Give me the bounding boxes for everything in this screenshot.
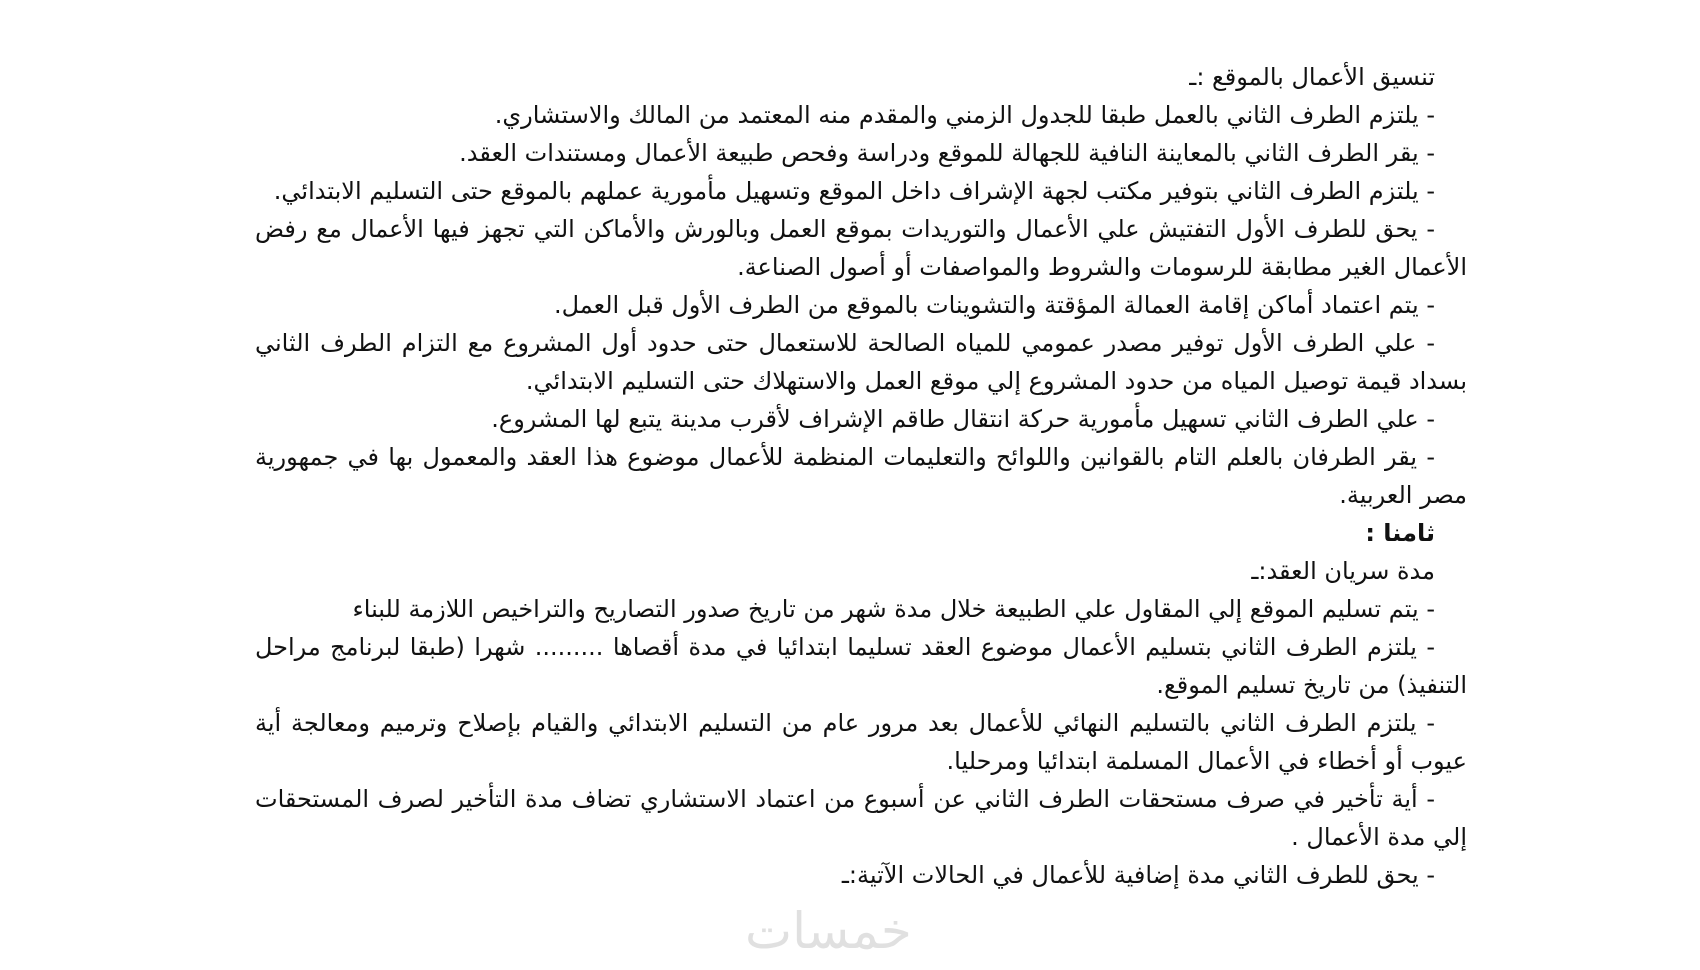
clause-item: - يتم اعتماد أماكن إقامة العمالة المؤقتة والتشوينات بالموقع من الطرف الأول قبل العمل. (553, 291, 1435, 319)
clause-item: - يلتزم الطرف الثاني بالعمل طبقا للجدول الزمني والمقدم منه المعتمد من المالك والاستشاري. (494, 101, 1435, 129)
clause-item: - يحق للطرف الثاني مدة إضافية للأعمال في الحالات الآتية:ـ (841, 861, 1435, 889)
section-heading-site-coordination: تنسيق الأعمال بالموقع :ـ (1189, 63, 1435, 91)
clause-item: - يقر الطرف الثاني بالمعاينة النافية للجهالة للموقع ودراسة وفحص طبيعة الأعمال ومستندات العقد. (459, 139, 1435, 167)
section-number-title: ثامنا : (1365, 519, 1435, 547)
clause-item: - علي الطرف الثاني تسهيل مأمورية حركة انتقال طاقم الإشراف لأقرب مدينة يتبع لها المشروع. (491, 405, 1435, 433)
document-body (255, 58, 1467, 894)
clause-item: - يقر الطرفان بالعلم التام بالقوانين واللوائح والتعليمات المنظمة للأعمال موضوع هذا العقد والمعمول بها في جمهورية مصر العربية. (255, 443, 1467, 509)
clause-item: - يحق للطرف الأول التفتيش علي الأعمال والتوريدات بموقع العمل وبالورش والأماكن التي تجهز فيها الأعمال مع رفض الأعمال الغير مطابقة للرسومات والشروط والمواصفات أو أصول الصناعة. (255, 215, 1467, 281)
clause-item: - يلتزم الطرف الثاني بتسليم الأعمال موضوع العقد تسليما ابتدائيا في مدة أقصاها ......... شهرا (طبقا لبرنامج مراحل التنفيذ) من تاريخ تسليم الموقع. (255, 633, 1467, 699)
clause-item: - علي الطرف الأول توفير مصدر عمومي للمياه الصالحة للاستعمال حتى حدود أول المشروع مع التزام الطرف الثاني بسداد قيمة توصيل المياه من حدود المشروع إلي موقع العمل والاستهلاك حتى التسليم الابتدائي. (255, 329, 1467, 395)
watermark-logo: خمسات (745, 902, 912, 960)
clause-item: - يلتزم الطرف الثاني بالتسليم النهائي للأعمال بعد مرور عام من التسليم الابتدائي والقيام بإصلاح وترميم ومعالجة أية عيوب أو أخطاء في الأعمال المسلمة ابتدائيا ومرحليا. (255, 709, 1467, 775)
clause-item: - يلتزم الطرف الثاني بتوفير مكتب لجهة الإشراف داخل الموقع وتسهيل مأمورية عملهم بالموقع حتى التسليم الابتدائي. (273, 177, 1435, 205)
section-heading-contract-duration: مدة سريان العقد:ـ (1251, 557, 1435, 585)
clause-item: - يتم تسليم الموقع إلي المقاول علي الطبيعة خلال مدة شهر من تاريخ صدور التصاريح والتراخيص اللازمة للبناء (352, 595, 1435, 623)
clause-item: - أية تأخير في صرف مستحقات الطرف الثاني عن أسبوع من اعتماد الاستشاري تضاف مدة التأخير لصرف المستحقات إلي مدة الأعمال . (255, 785, 1467, 851)
